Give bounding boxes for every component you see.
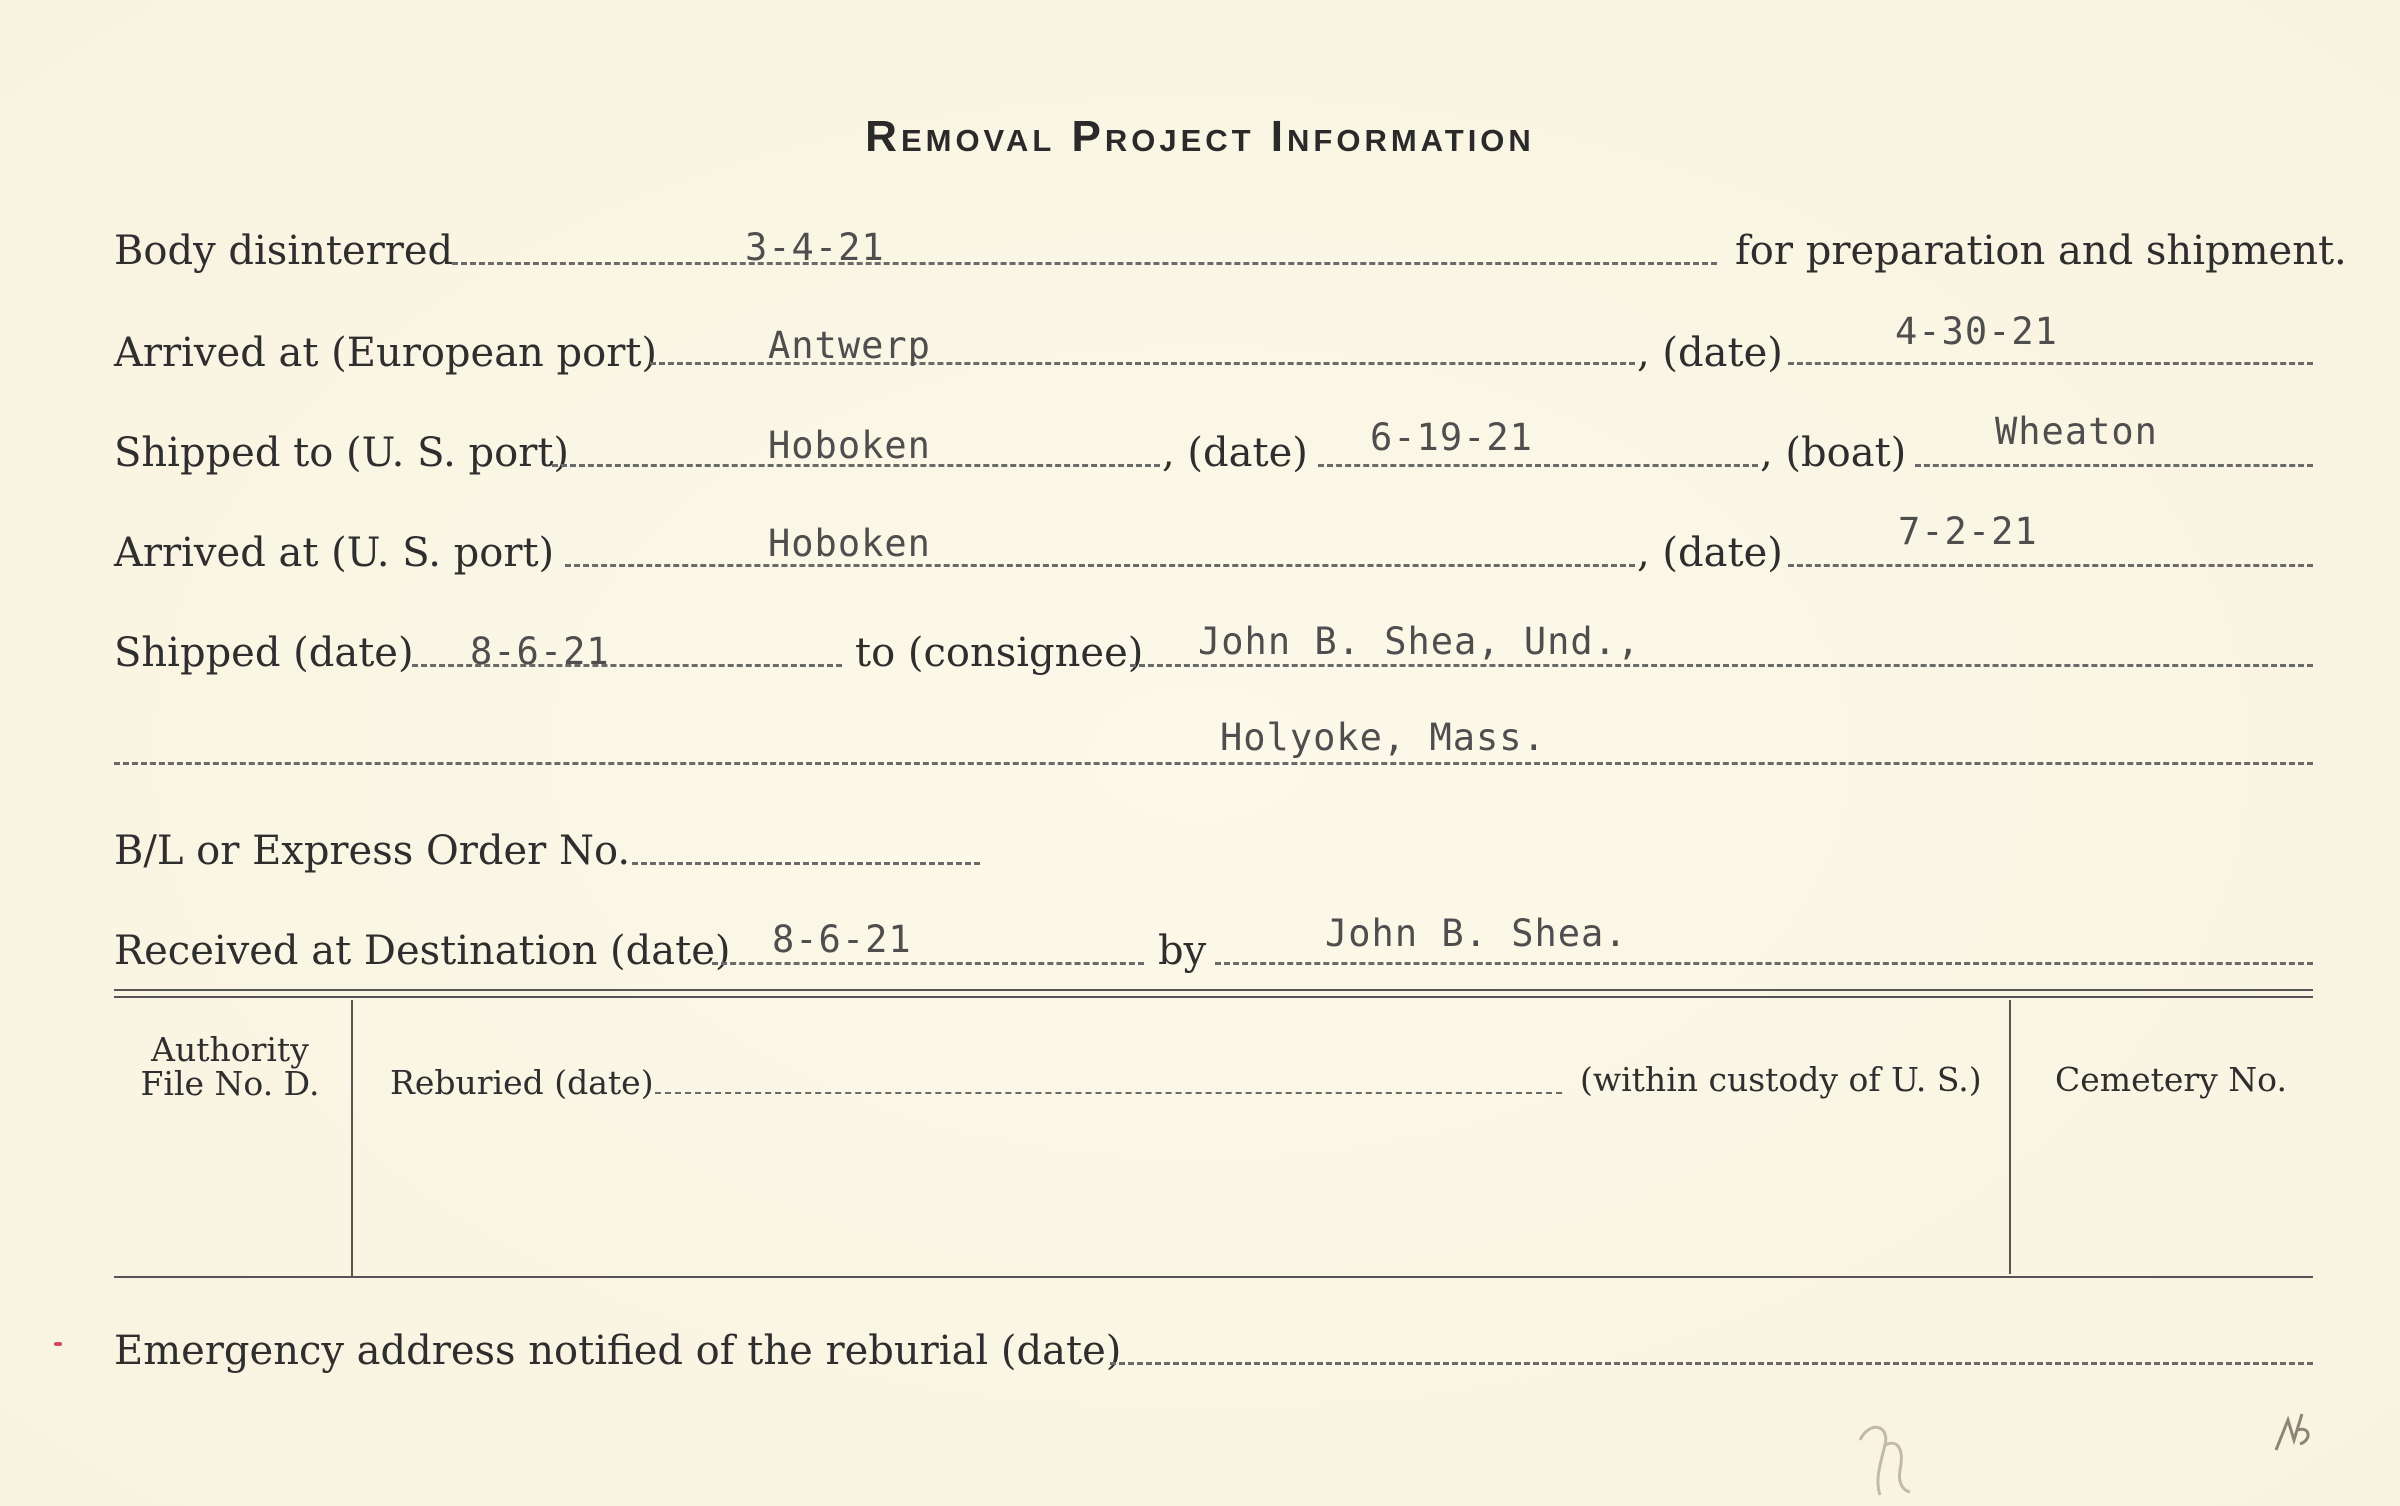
authority-label-1: Authority [151,1030,309,1069]
bl-order-line [632,862,980,865]
european-date-line [1788,362,2313,365]
consignee-value-1: John B. Shea, Und., [1198,620,1641,663]
table-top-rule [114,989,2313,991]
boat-value: Wheaton [1995,410,2158,453]
received-value: 8-6-21 [772,918,912,961]
arrived-us-value: Hoboken [768,522,931,565]
table-top-rule-2 [114,996,2313,998]
bl-order-label: B/L or Express Order No. [114,828,631,874]
table-divider-left [351,1000,353,1278]
european-date-label: , (date) [1637,330,1783,376]
handwritten-mark [1850,1410,1940,1500]
body-disinterred-label: Body disinterred [114,228,454,274]
european-port-label: Arrived at (European port) [114,330,658,376]
arrived-us-date-line [1788,564,2313,567]
received-by-value: John B. Shea. [1325,912,1628,955]
shipped-us-date-label: , (date) [1162,430,1308,476]
reburied-label: Reburied (date) [390,1063,654,1102]
shipped-us-value: Hoboken [768,424,931,467]
custody-label: (within custody of U. S.) [1580,1060,1982,1099]
shipped-us-label: Shipped to (U. S. port) [114,430,569,476]
shipped-us-boat-label: , (boat) [1760,430,1907,476]
consignee-line-1 [1130,664,2313,667]
body-disinterred-suffix: for preparation and shipment. [1735,228,2347,274]
emergency-label: Emergency address notified of the reburial (date) [114,1328,1122,1374]
received-by-label: by [1158,928,1207,974]
received-line [712,962,1144,965]
table-bottom-rule [114,1276,2313,1278]
table-divider-right [2009,1000,2011,1274]
boat-line [1915,464,2313,467]
received-label: Received at Destination (date) [114,928,731,974]
reburied-line [655,1092,1562,1094]
european-date-value: 4-30-21 [1895,310,2058,353]
arrived-us-label: Arrived at (U. S. port) [114,530,555,576]
emergency-line [1110,1362,2313,1365]
corner-initials-mark [2268,1400,2318,1460]
arrived-us-date-value: 7-2-21 [1898,510,2038,553]
consignee-label: to (consignee) [855,630,1144,676]
shipped-date-value: 8-6-21 [470,630,610,673]
authority-label-2: File No. D. [140,1064,320,1103]
cemetery-label: Cemetery No. [2055,1060,2287,1099]
arrived-us-date-label: , (date) [1637,530,1783,576]
body-disinterred-line [452,262,1717,265]
shipped-us-date-value: 6-19-21 [1370,416,1533,459]
red-ink-dot [54,1342,62,1346]
body-disinterred-value: 3-4-21 [745,226,885,269]
consignee-line-2 [114,762,2313,765]
received-by-line [1215,962,2313,965]
consignee-value-2: Holyoke, Mass. [1220,716,1546,759]
card-title: Removal Project Information [865,112,1535,161]
shipped-date-label: Shipped (date) [114,630,414,676]
arrived-us-line [565,564,1635,567]
shipped-us-date-line [1318,464,1758,467]
european-port-value: Antwerp [768,324,931,367]
